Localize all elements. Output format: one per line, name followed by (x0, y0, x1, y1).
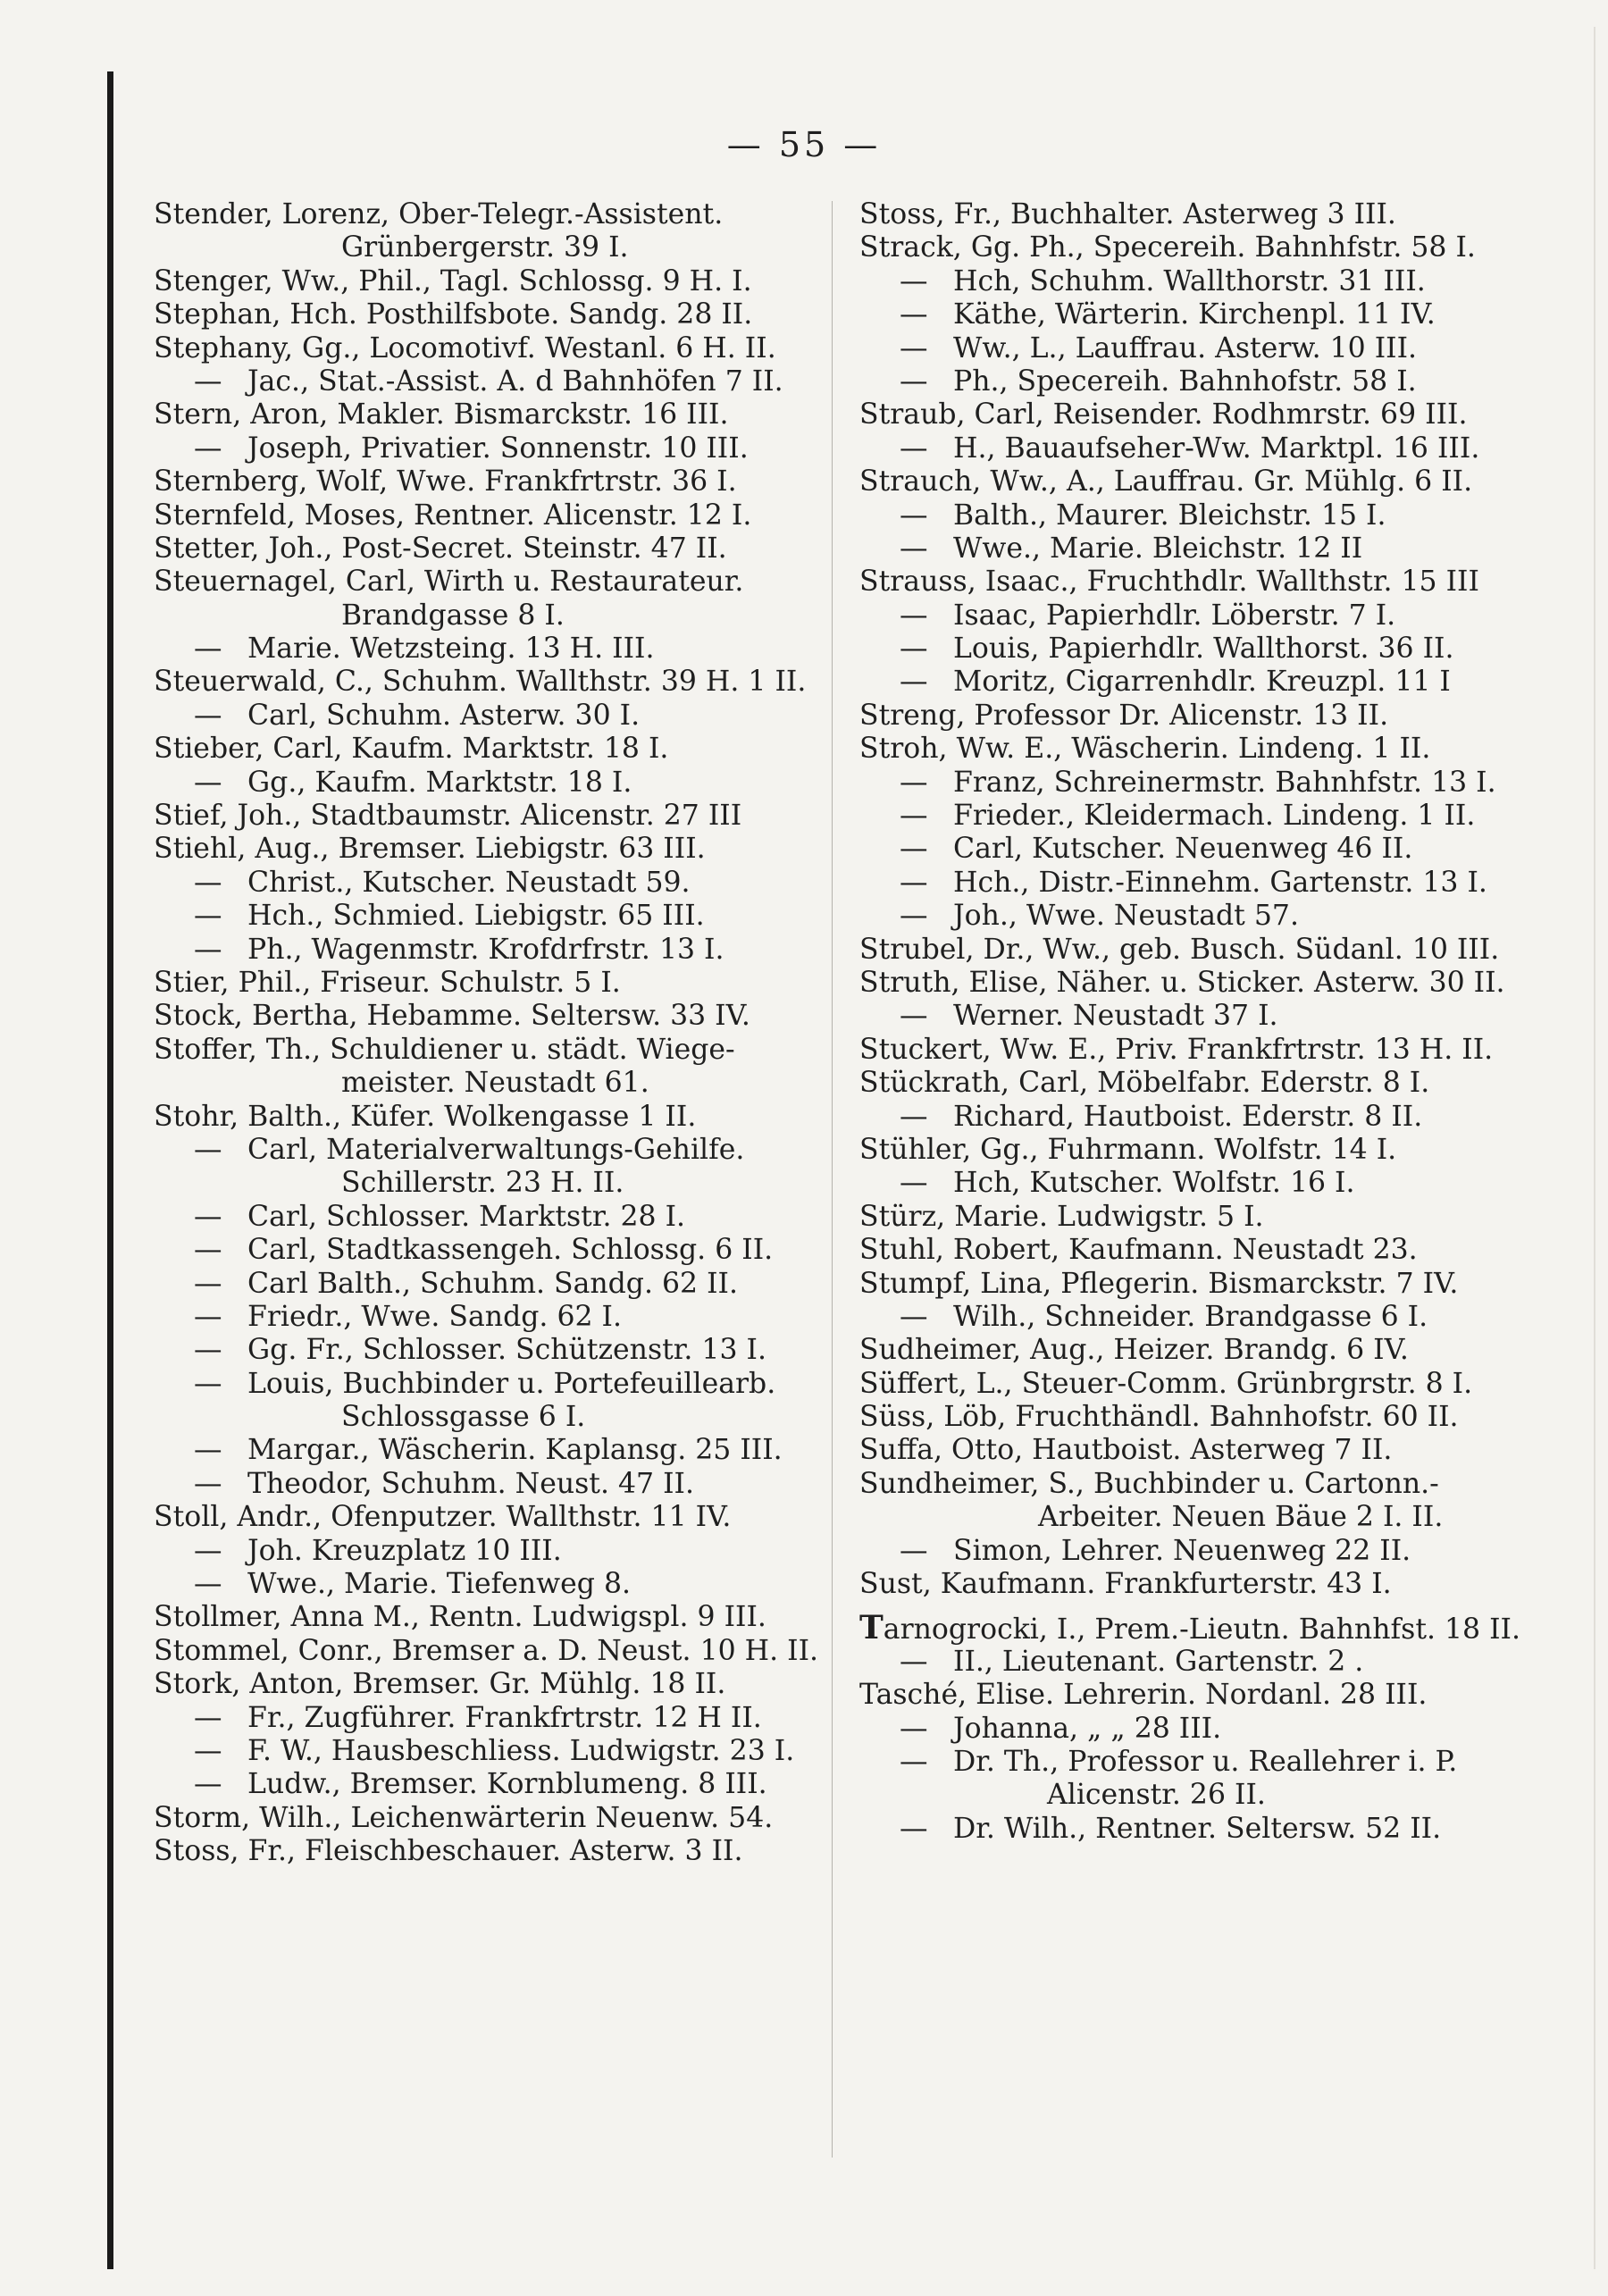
entry-text: Carl, Schlosser. Marktstr. 28 I. (247, 1200, 686, 1233)
directory-subentry (859, 365, 1538, 398)
entry-text: Hch, Kutscher. Wolfstr. 16 I. (953, 1167, 1355, 1200)
entry-text: Johanna, „ „ 28 III. (953, 1712, 1222, 1745)
entry-text: Fr., Zugführer. Frankfrtrstr. 12 H II. (247, 1701, 762, 1734)
entry-text: Wwe., Marie. Tiefenweg 8. (247, 1568, 632, 1601)
entry-continuation (859, 1779, 1538, 1812)
directory-entry (859, 1368, 1538, 1401)
entry-text: Alicenstr. 26 II. (1047, 1779, 1266, 1812)
ditto-dash (154, 1535, 247, 1568)
directory-subentry (859, 532, 1538, 566)
ditto-dash (859, 432, 953, 465)
entry-text: Strauch, Ww., A., Lauffrau. Gr. Mühlg. 6 II. (859, 465, 1473, 499)
directory-entry (859, 700, 1538, 733)
directory-entry (859, 1434, 1538, 1467)
ditto-dash (859, 499, 953, 532)
ditto-dash (154, 767, 247, 800)
directory-entry (859, 1401, 1538, 1434)
entry-text: Ph., Specereih. Bahnhofstr. 58 I. (953, 365, 1417, 398)
directory-entry (154, 1501, 833, 1534)
directory-entry (154, 298, 833, 331)
entry-text: Stückrath, Carl, Möbelfabr. Ederstr. 8 I. (859, 1067, 1430, 1100)
entry-text: Dr. Th., Professor u. Reallehrer i. P. (953, 1745, 1458, 1778)
ditto-dash (859, 666, 953, 699)
entry-text: Sternfeld, Moses, Rentner. Alicenstr. 12 I. (154, 499, 752, 532)
entry-text: Joh., Wwe. Neustadt 57. (953, 900, 1299, 933)
entry-text: Carl, Schuhm. Asterw. 30 I. (247, 699, 641, 732)
directory-subentry (859, 1535, 1538, 1568)
entry-text: Suffa, Otto, Hautboist. Asterweg 7 II. (859, 1434, 1393, 1467)
entry-text: Steuerwald, C., Schuhm. Wallthstr. 39 H. 1 II. (154, 666, 807, 699)
entry-text: Grünbergerstr. 39 I. (341, 231, 629, 264)
entry-text: Stork, Anton, Bremser. Gr. Mühlg. 18 II. (154, 1668, 726, 1701)
entry-text: Stenger, Ww., Phil., Tagl. Schlossg. 9 H. I. (154, 264, 752, 297)
directory-entry (859, 566, 1538, 599)
directory-entry (154, 666, 833, 699)
entry-text: Stumpf, Lina, Pflegerin. Bismarckstr. 7 IV. (859, 1267, 1459, 1300)
entry-text: Storm, Wilh., Leichenwärterin Neuenw. 54. (154, 1801, 774, 1834)
entry-text: Sundheimer, S., Buchbinder u. Cartonn.- (859, 1467, 1439, 1500)
entry-text: Stoll, Andr., Ofenputzer. Wallthstr. 11 IV. (154, 1501, 732, 1534)
ditto-dash (154, 1268, 247, 1301)
ditto-dash (154, 1568, 247, 1601)
directory-subentry (154, 1301, 833, 1334)
directory-subentry (859, 1813, 1538, 1846)
directory-subentry (859, 900, 1538, 933)
directory-subentry (154, 1702, 833, 1735)
entry-text: Straub, Carl, Reisender. Rodhmrstr. 69 III. (859, 398, 1468, 432)
directory-entry (154, 265, 833, 298)
ditto-dash (859, 900, 953, 933)
ditto-dash (154, 700, 247, 733)
section-gap (859, 1601, 1538, 1612)
ditto-dash (859, 1101, 953, 1134)
entry-text: Sudheimer, Aug., Heizer. Brandg. 6 IV. (859, 1334, 1409, 1367)
directory-entry (859, 198, 1538, 231)
directory-subentry (154, 1201, 833, 1234)
entry-text: H., Bauaufseher-Ww. Marktpl. 16 III. (953, 432, 1480, 465)
directory-subentry (859, 767, 1538, 800)
entry-text: Streng, Professor Dr. Alicenstr. 13 II. (859, 699, 1389, 732)
entry-text: Frieder., Kleidermach. Lindeng. 1 II. (953, 800, 1476, 833)
entry-text: meister. Neustadt 61. (341, 1067, 649, 1100)
ditto-dash (859, 1746, 953, 1779)
ditto-dash (154, 633, 247, 666)
directory-entry (154, 1000, 833, 1033)
directory-subentry (859, 298, 1538, 331)
entry-text: Sternberg, Wolf, Wwe. Frankfrtrstr. 36 I. (154, 465, 737, 499)
entry-text: Theodor, Schuhm. Neust. 47 II. (247, 1467, 694, 1500)
ditto-dash (859, 633, 953, 666)
entry-text: Stühler, Gg., Fuhrmann. Wolfstr. 14 I. (859, 1133, 1397, 1166)
directory-entry (154, 967, 833, 1000)
directory-subentry (154, 1535, 833, 1568)
directory-subentry (859, 1713, 1538, 1746)
directory-entry (859, 1234, 1538, 1267)
ditto-dash (154, 867, 247, 900)
ditto-dash (859, 298, 953, 331)
directory-subentry (859, 1646, 1538, 1679)
entry-text: Isaac, Papierhdlr. Löberstr. 7 I. (953, 599, 1396, 632)
directory-subentry (154, 1268, 833, 1301)
entry-text: Carl, Stadtkassengeh. Schlossg. 6 II. (247, 1234, 774, 1267)
directory-entry (859, 1568, 1538, 1601)
directory-entry (859, 1268, 1538, 1301)
directory-entry (859, 398, 1538, 432)
directory-subentry (154, 1568, 833, 1601)
entry-text: Stuhl, Robert, Kaufmann. Neustadt 23. (859, 1234, 1418, 1267)
directory-entry (859, 1468, 1538, 1501)
binding-edge (107, 71, 113, 2269)
entry-text: Hch, Schuhm. Wallthorstr. 31 III. (953, 264, 1426, 297)
entry-text (859, 1613, 1520, 1645)
directory-subentry (859, 1746, 1538, 1779)
entry-text: Ww., L., Lauffrau. Asterw. 10 III. (953, 331, 1418, 365)
directory-subentry (154, 1434, 833, 1467)
directory-subentry (859, 1167, 1538, 1200)
entry-text: Stoss, Fr., Buchhalter. Asterweg 3 III. (859, 198, 1396, 230)
entry-text: Moritz, Cigarrenhdlr. Kreuzpl. 11 I (953, 666, 1451, 699)
directory-entry (859, 934, 1538, 967)
entry-text: Süffert, L., Steuer-Comm. Grünbrgrstr. 8 I. (859, 1367, 1473, 1400)
ditto-dash (859, 1713, 953, 1746)
directory-entry (154, 332, 833, 365)
directory-subentry (154, 1334, 833, 1367)
entry-text: Stollmer, Anna M., Rentn. Ludwigspl. 9 III. (154, 1601, 766, 1634)
ditto-dash (154, 1201, 247, 1234)
directory-subentry (154, 1368, 833, 1401)
entry-text: Carl, Kutscher. Neuenweg 46 II. (953, 833, 1413, 866)
ditto-dash (859, 800, 953, 833)
entry-text: Hch., Distr.-Einnehm. Gartenstr. 13 I. (953, 866, 1487, 899)
directory-entry (859, 1612, 1538, 1645)
entry-text: Stohr, Balth., Küfer. Wolkengasse 1 II. (154, 1100, 697, 1133)
directory-subentry (154, 1134, 833, 1167)
ditto-dash (859, 332, 953, 365)
directory-entry (859, 1134, 1538, 1167)
directory-entry (154, 833, 833, 866)
entry-text: Strubel, Dr., Ww., geb. Busch. Südanl. 10 III. (859, 933, 1500, 966)
ditto-dash (154, 1768, 247, 1801)
ditto-dash (859, 1535, 953, 1568)
directory-subentry (859, 432, 1538, 465)
entry-text: Schlossgasse 6 I. (341, 1401, 586, 1434)
directory-subentry (154, 767, 833, 800)
ditto-dash (154, 1368, 247, 1401)
directory-subentry (859, 1101, 1538, 1134)
entry-text: Joseph, Privatier. Sonnenstr. 10 III. (247, 432, 749, 465)
directory-entry (859, 231, 1538, 264)
entry-text: Stoffer, Th., Schuldiener u. städt. Wiege- (154, 1033, 735, 1066)
entry-continuation (154, 599, 833, 633)
entry-text: Stoss, Fr., Fleischbeschauer. Asterw. 3 II. (154, 1835, 743, 1868)
entry-text: Stern, Aron, Makler. Bismarckstr. 16 III. (154, 398, 729, 432)
ditto-dash (859, 1000, 953, 1033)
entry-text: Carl Balth., Schuhm. Sandg. 62 II. (247, 1267, 738, 1300)
entry-text: Gg., Kaufm. Marktstr. 18 I. (247, 766, 632, 799)
directory-entry (154, 1668, 833, 1701)
ditto-dash (154, 1234, 247, 1267)
ditto-dash (859, 867, 953, 900)
entry-continuation (154, 231, 833, 264)
entry-text: Stephany, Gg., Locomotivf. Westanl. 6 H. II. (154, 331, 776, 365)
ditto-dash (154, 1434, 247, 1467)
directory-subentry (859, 833, 1538, 866)
entry-text: Arbeiter. Neuen Bäue 2 I. II. (1038, 1501, 1444, 1534)
entry-text: Stief, Joh., Stadtbaumstr. Alicenstr. 27 III (154, 800, 742, 833)
entry-text: Gg. Fr., Schlosser. Schützenstr. 13 I. (247, 1334, 766, 1367)
ditto-dash (154, 1468, 247, 1501)
directory-entry (859, 1034, 1538, 1067)
entry-text: Stetter, Joh., Post-Secret. Steinstr. 47 II. (154, 532, 727, 565)
directory-subentry (859, 599, 1538, 633)
entry-text: Werner. Neustadt 37 I. (953, 1000, 1278, 1033)
entry-text: Brandgasse 8 I. (341, 599, 565, 632)
directory-subentry (154, 1234, 833, 1267)
directory-entry (154, 1835, 833, 1868)
entry-continuation (154, 1067, 833, 1100)
entry-text: Christ., Kutscher. Neustadt 59. (247, 866, 691, 899)
directory-entry (154, 398, 833, 432)
ditto-dash (859, 532, 953, 566)
entry-text: Tasché, Elise. Lehrerin. Nordanl. 28 III. (859, 1679, 1428, 1712)
directory-subentry (154, 934, 833, 967)
entry-text: Joh. Kreuzplatz 10 III. (247, 1534, 562, 1567)
entry-text: Stiehl, Aug., Bremser. Liebigstr. 63 III. (154, 833, 706, 866)
directory-entry (154, 532, 833, 566)
ditto-dash (859, 265, 953, 298)
directory-entry (154, 1601, 833, 1634)
entry-text: Stommel, Conr., Bremser a. D. Neust. 10 H. II. (154, 1634, 819, 1667)
entry-text: Hch., Schmied. Liebigstr. 65 III. (247, 900, 705, 933)
entry-text: Ph., Wagenmstr. Krofdrfrstr. 13 I. (247, 933, 724, 966)
ditto-dash (154, 934, 247, 967)
directory-entry (859, 733, 1538, 766)
entry-text: Jac., Stat.-Assist. A. d Bahnhöfen 7 II. (247, 365, 783, 398)
entry-text: Steuernagel, Carl, Wirth u. Restaurateur. (154, 566, 744, 599)
entry-text: Käthe, Wärterin. Kirchenpl. 11 IV. (953, 298, 1436, 331)
ditto-dash (154, 432, 247, 465)
directory-subentry (859, 800, 1538, 833)
entry-text: Franz, Schreinermstr. Bahnhfstr. 13 I. (953, 766, 1496, 799)
directory-entry (154, 499, 833, 532)
entry-text: Margar., Wäscherin. Kaplansg. 25 III. (247, 1434, 783, 1467)
entry-text: Balth., Maurer. Bleichstr. 15 I. (953, 499, 1386, 532)
entry-continuation (154, 1401, 833, 1434)
entry-text: Stender, Lorenz, Ober-Telegr.-Assistent. (154, 198, 724, 230)
directory-subentry (154, 900, 833, 933)
directory-subentry (859, 1301, 1538, 1334)
directory-entry (154, 1802, 833, 1835)
directory-entry (154, 566, 833, 599)
entry-text: Carl, Materialverwaltungs-Gehilfe. (247, 1133, 745, 1166)
directory-subentry (154, 1735, 833, 1768)
directory-entry (154, 733, 833, 766)
directory-subentry (154, 365, 833, 398)
directory-entry (154, 198, 833, 231)
entry-text: II., Lieutenant. Gartenstr. 2 . (953, 1645, 1364, 1678)
initial-letter: T (859, 1612, 884, 1646)
directory-subentry (154, 1468, 833, 1501)
directory-subentry (154, 432, 833, 465)
ditto-dash (859, 599, 953, 633)
entry-text: Wwe., Marie. Bleichstr. 12 II (953, 532, 1363, 565)
entry-text: Stieber, Carl, Kaufm. Marktstr. 18 I. (154, 733, 669, 766)
ditto-dash (859, 1646, 953, 1679)
entry-text: Stier, Phil., Friseur. Schulstr. 5 I. (154, 966, 621, 999)
directory-entry (859, 1201, 1538, 1234)
ditto-dash (859, 365, 953, 398)
entry-text: Stroh, Ww. E., Wäscherin. Lindeng. 1 II. (859, 733, 1431, 766)
directory-entry (154, 1034, 833, 1067)
directory-subentry (154, 633, 833, 666)
directory-entry (154, 1635, 833, 1668)
entry-text: Strauss, Isaac., Fruchthdlr. Wallthstr. 15 III (859, 566, 1479, 599)
entry-text: Sust, Kaufmann. Frankfurterstr. 43 I. (859, 1568, 1392, 1601)
entry-text: Stürz, Marie. Ludwigstr. 5 I. (859, 1200, 1264, 1233)
directory-entry (859, 465, 1538, 499)
directory-subentry (859, 499, 1538, 532)
directory-entry (859, 967, 1538, 1000)
ditto-dash (859, 1813, 953, 1846)
left-column (154, 198, 833, 1869)
ditto-dash (154, 1301, 247, 1334)
directory-subentry (154, 1768, 833, 1801)
directory-entry (154, 1101, 833, 1134)
entry-text: Stock, Bertha, Hebamme. Seltersw. 33 IV. (154, 1000, 750, 1033)
ditto-dash (154, 365, 247, 398)
entry-text: Simon, Lehrer. Neuenweg 22 II. (953, 1534, 1411, 1567)
ditto-dash (154, 1735, 247, 1768)
directory-entry (859, 1334, 1538, 1367)
entry-continuation (859, 1501, 1538, 1534)
entry-text: Stuckert, Ww. E., Priv. Frankfrtrstr. 13 H. II. (859, 1033, 1494, 1066)
entry-continuation (154, 1167, 833, 1200)
entry-text: Louis, Papierhdlr. Wallthorst. 36 II. (953, 633, 1454, 666)
ditto-dash (859, 833, 953, 866)
directory-subentry (859, 1000, 1538, 1033)
directory-subentry (859, 666, 1538, 699)
entry-text: Ludw., Bremser. Kornblumeng. 8 III. (247, 1768, 767, 1801)
entry-text: Wilh., Schneider. Brandgasse 6 I. (953, 1300, 1428, 1333)
directory-entry (154, 465, 833, 499)
directory-subentry (154, 867, 833, 900)
directory-subentry (859, 633, 1538, 666)
entry-text: Schillerstr. 23 H. II. (341, 1167, 624, 1200)
ditto-dash (859, 767, 953, 800)
entry-text: Stephan, Hch. Posthilfsbote. Sandg. 28 II. (154, 298, 753, 331)
directory-subentry (154, 700, 833, 733)
directory-subentry (859, 332, 1538, 365)
ditto-dash (859, 1301, 953, 1334)
ditto-dash (154, 1334, 247, 1367)
directory-entry (859, 1067, 1538, 1100)
directory-entry (859, 1679, 1538, 1712)
right-column (859, 198, 1538, 1846)
entry-text: Marie. Wetzsteing. 13 H. III. (247, 633, 655, 666)
entry-text: Friedr., Wwe. Sandg. 62 I. (247, 1300, 622, 1333)
paper-edge (1594, 27, 1595, 2269)
directory-entry (154, 800, 833, 833)
ditto-dash (154, 1702, 247, 1735)
entry-text: Süss, Löb, Fruchthändl. Bahnhofstr. 60 II. (859, 1401, 1459, 1434)
ditto-dash (859, 1167, 953, 1200)
entry-text: Struth, Elise, Näher. u. Sticker. Asterw. 30 II. (859, 966, 1505, 999)
entry-text-rest: arnogrocki, I., Prem.-Lieutn. Bahnhfst. 18 II. (883, 1613, 1520, 1646)
page-number: — 55 — (726, 125, 882, 164)
entry-text: Strack, Gg. Ph., Specereih. Bahnhfstr. 58 I. (859, 231, 1476, 264)
directory-subentry (859, 265, 1538, 298)
entry-text: Richard, Hautboist. Ederstr. 8 II. (953, 1100, 1423, 1133)
ditto-dash (154, 1134, 247, 1167)
directory-subentry (859, 867, 1538, 900)
entry-text: Louis, Buchbinder u. Portefeuillearb. (247, 1367, 776, 1400)
column-divider (832, 201, 833, 2158)
ditto-dash (154, 900, 247, 933)
entry-text: F. W., Hausbeschliess. Ludwigstr. 23 I. (247, 1734, 795, 1767)
entry-text: Dr. Wilh., Rentner. Seltersw. 52 II. (953, 1812, 1442, 1845)
